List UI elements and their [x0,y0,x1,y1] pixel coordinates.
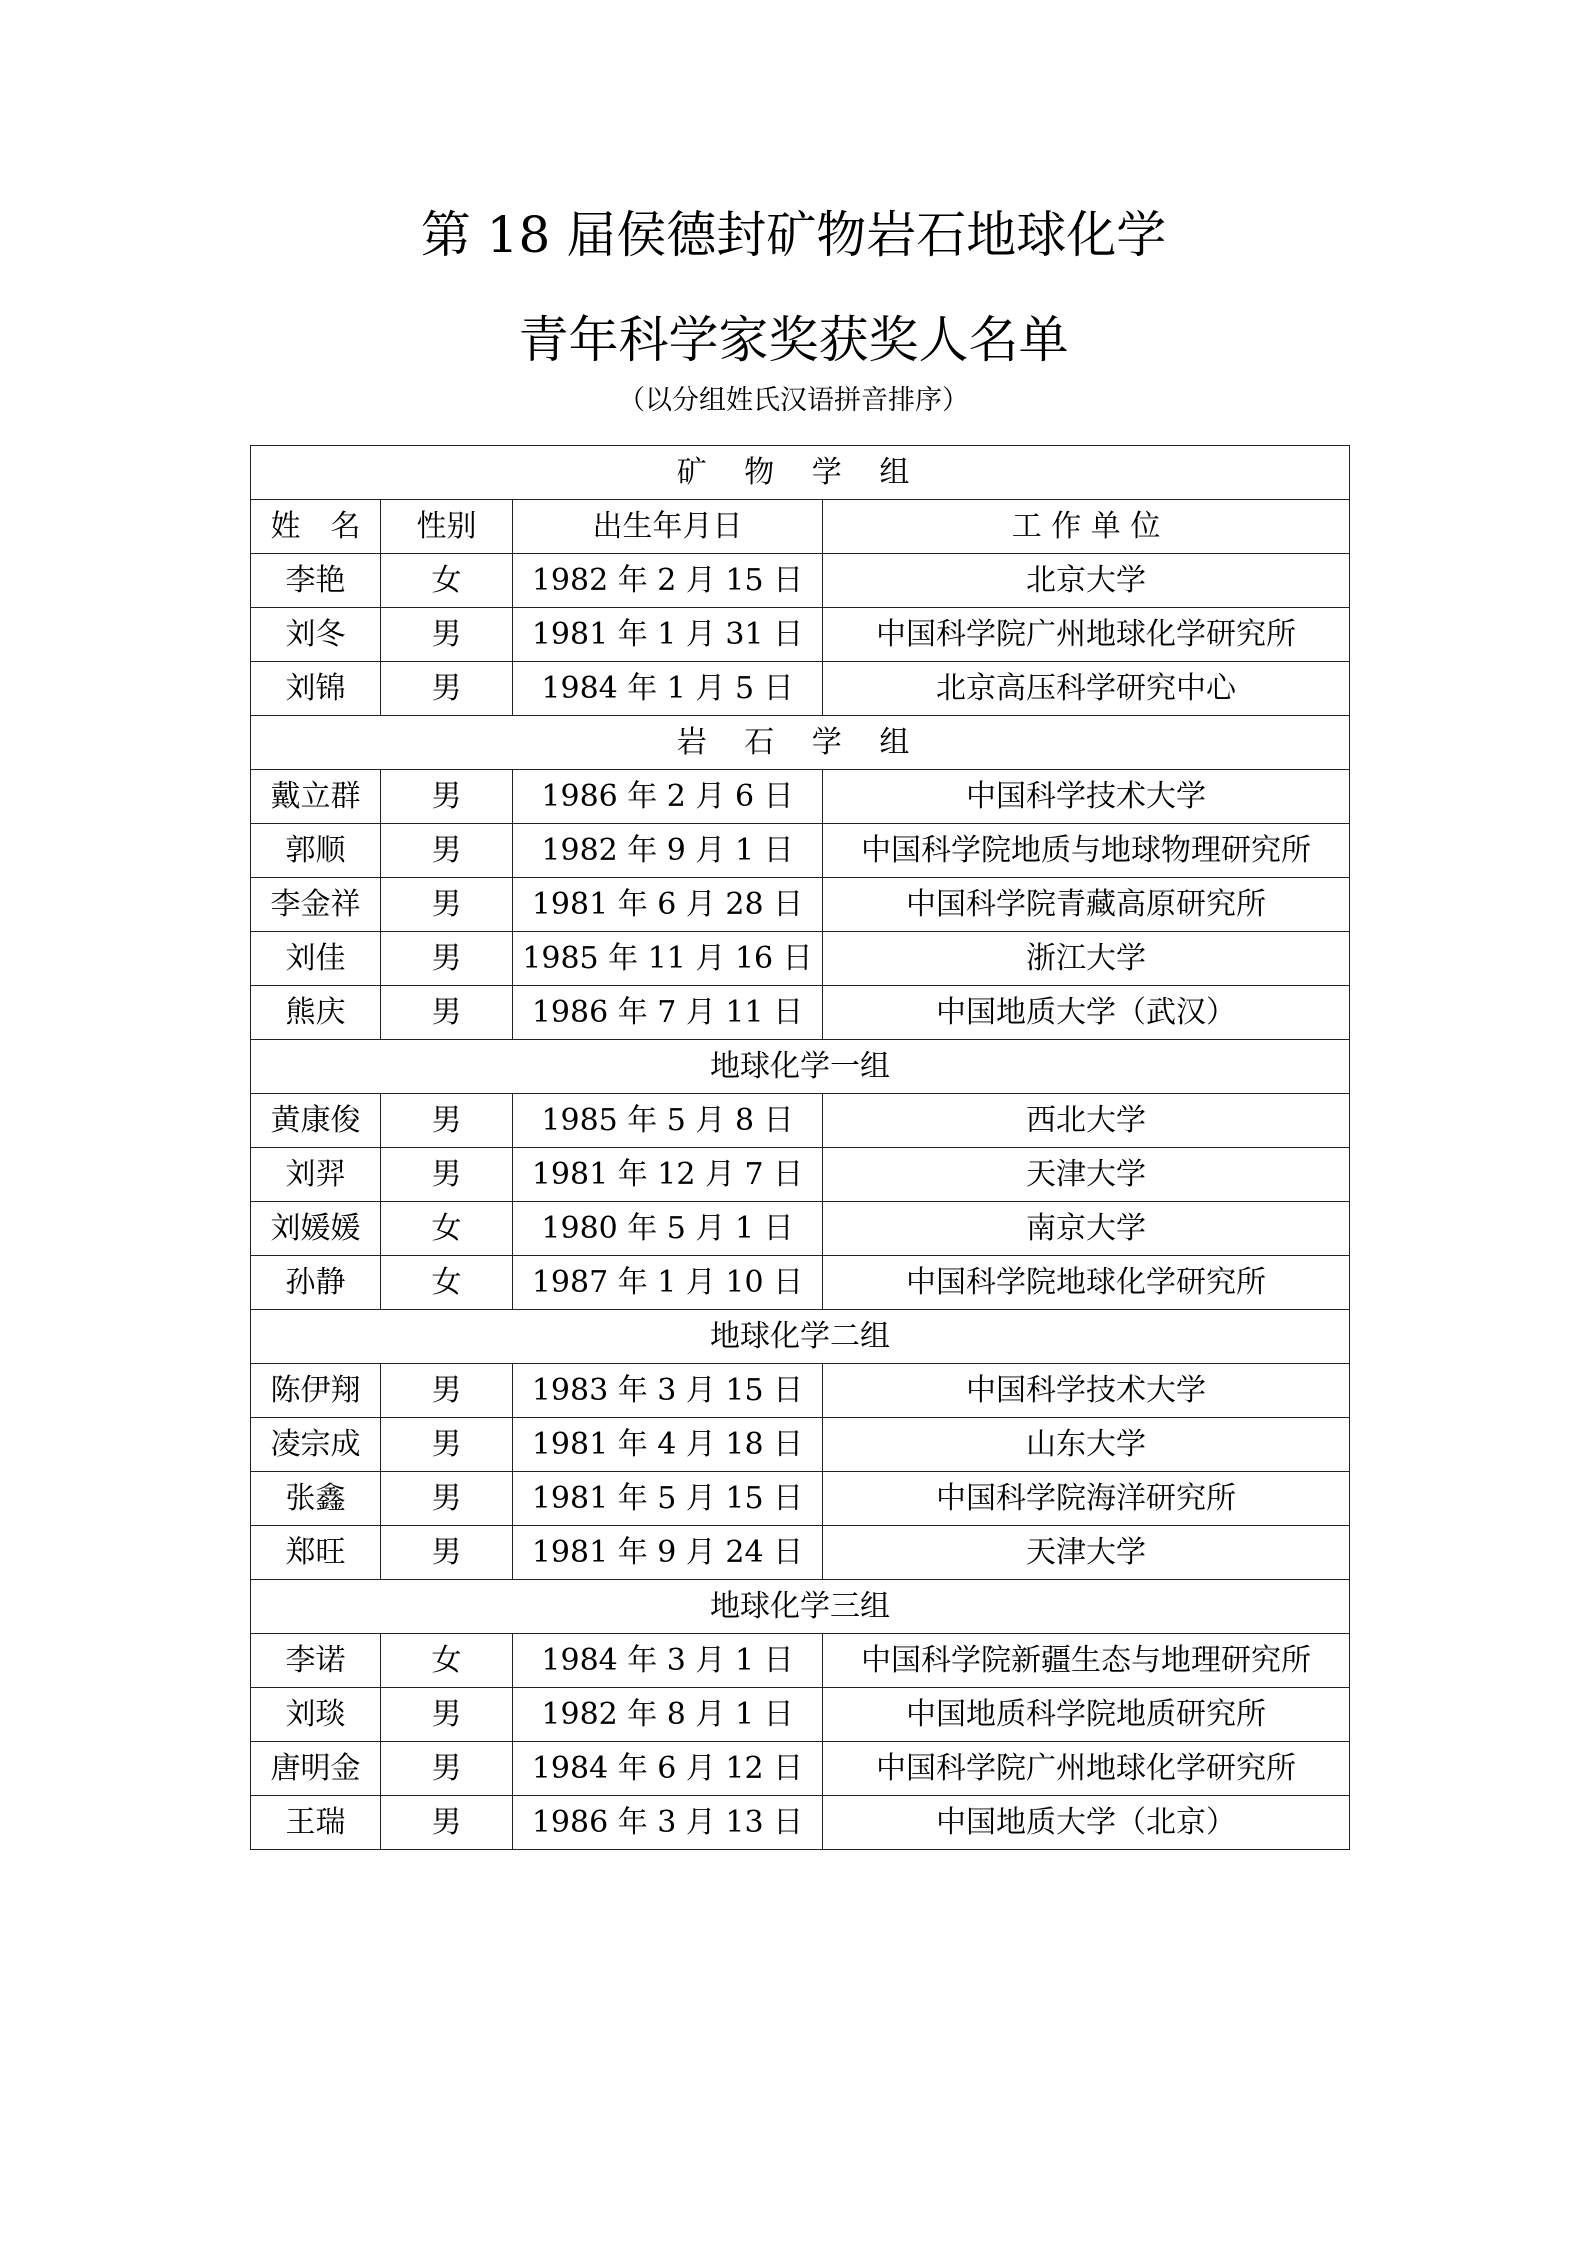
table-row [251,824,1350,878]
cell-name: 王瑞 [251,1796,381,1850]
cell-dob: 1984 年 3 月 1 日 [513,1634,823,1688]
cell-gender: 男 [381,1742,513,1796]
group-heading: 岩 石 学 组 [251,716,1350,770]
group-heading-row [251,1580,1350,1634]
cell-org: 中国地质大学（武汉） [823,986,1350,1040]
cell-gender: 女 [381,554,513,608]
table-row [251,608,1350,662]
cell-org: 中国科学院广州地球化学研究所 [823,608,1350,662]
cell-name: 戴立群 [251,770,381,824]
cell-name: 李艳 [251,554,381,608]
cell-name: 郑旺 [251,1526,381,1580]
cell-name: 李诺 [251,1634,381,1688]
cell-gender: 男 [381,1094,513,1148]
cell-dob: 1981 年 1 月 31 日 [513,608,823,662]
table-row [251,1364,1350,1418]
group-heading-row [251,1310,1350,1364]
cell-gender: 男 [381,770,513,824]
table-row [251,932,1350,986]
table-row [251,1148,1350,1202]
table-row [251,554,1350,608]
cell-dob: 1987 年 1 月 10 日 [513,1256,823,1310]
cell-name: 刘冬 [251,608,381,662]
cell-name: 黄康俊 [251,1094,381,1148]
cell-dob: 1984 年 6 月 12 日 [513,1742,823,1796]
cell-dob: 1986 年 3 月 13 日 [513,1796,823,1850]
cell-org: 中国科学技术大学 [823,770,1350,824]
table-row [251,1472,1350,1526]
cell-gender: 男 [381,1364,513,1418]
cell-gender: 女 [381,1256,513,1310]
table-row [251,1742,1350,1796]
cell-org: 天津大学 [823,1526,1350,1580]
cell-dob: 1985 年 11 月 16 日 [513,932,823,986]
cell-name: 刘锦 [251,662,381,716]
cell-org: 北京高压科学研究中心 [823,662,1350,716]
cell-name: 刘琰 [251,1688,381,1742]
table-row [251,1688,1350,1742]
cell-gender: 女 [381,1202,513,1256]
table-row [251,662,1350,716]
cell-org: 中国科学院广州地球化学研究所 [823,1742,1350,1796]
table-row [251,1202,1350,1256]
table-row [251,878,1350,932]
group-heading-row [251,446,1350,500]
header-name: 姓 名 [251,500,381,554]
cell-name: 陈伊翔 [251,1364,381,1418]
cell-org: 中国地质大学（北京） [823,1796,1350,1850]
cell-dob: 1981 年 9 月 24 日 [513,1526,823,1580]
cell-gender: 男 [381,1148,513,1202]
cell-gender: 男 [381,608,513,662]
cell-dob: 1982 年 2 月 15 日 [513,554,823,608]
cell-name: 刘媛媛 [251,1202,381,1256]
header-dob: 出生年月日 [513,500,823,554]
cell-gender: 男 [381,1688,513,1742]
cell-dob: 1983 年 3 月 15 日 [513,1364,823,1418]
cell-gender: 男 [381,878,513,932]
cell-dob: 1986 年 2 月 6 日 [513,770,823,824]
award-table-body [251,446,1350,1850]
cell-dob: 1985 年 5 月 8 日 [513,1094,823,1148]
group-heading-row [251,716,1350,770]
cell-name: 刘羿 [251,1148,381,1202]
cell-org: 浙江大学 [823,932,1350,986]
table-row [251,1634,1350,1688]
cell-name: 唐明金 [251,1742,381,1796]
table-row [251,1094,1350,1148]
group-heading: 地球化学三组 [251,1580,1350,1634]
cell-org: 西北大学 [823,1094,1350,1148]
cell-gender: 男 [381,932,513,986]
cell-dob: 1982 年 9 月 1 日 [513,824,823,878]
cell-org: 天津大学 [823,1148,1350,1202]
group-heading-row [251,1040,1350,1094]
table-header-row [251,500,1350,554]
cell-gender: 男 [381,824,513,878]
group-heading: 矿 物 学 组 [251,446,1350,500]
table-row [251,986,1350,1040]
cell-org: 中国地质科学院地质研究所 [823,1688,1350,1742]
cell-dob: 1981 年 5 月 15 日 [513,1472,823,1526]
cell-org: 中国科学院青藏高原研究所 [823,878,1350,932]
header-org: 工 作 单 位 [823,500,1350,554]
cell-dob: 1984 年 1 月 5 日 [513,662,823,716]
award-table [250,445,1350,1850]
group-heading: 地球化学一组 [251,1040,1350,1094]
cell-org: 山东大学 [823,1418,1350,1472]
document-subtitle: （以分组姓氏汉语拼音排序） [618,385,969,416]
header-gender: 性别 [381,500,513,554]
cell-dob: 1986 年 7 月 11 日 [513,986,823,1040]
table-row [251,1526,1350,1580]
cell-org: 中国科学院新疆生态与地理研究所 [823,1634,1350,1688]
group-heading: 地球化学二组 [251,1310,1350,1364]
cell-org: 北京大学 [823,554,1350,608]
cell-gender: 男 [381,1472,513,1526]
cell-org: 中国科学技术大学 [823,1364,1350,1418]
cell-org: 中国科学院海洋研究所 [823,1472,1350,1526]
cell-dob: 1980 年 5 月 1 日 [513,1202,823,1256]
document-title-line-1: 第 18 届侯德封矿物岩石地球化学 [420,206,1167,264]
cell-gender: 男 [381,1796,513,1850]
cell-name: 刘佳 [251,932,381,986]
cell-org: 南京大学 [823,1202,1350,1256]
cell-name: 熊庆 [251,986,381,1040]
cell-name: 孙静 [251,1256,381,1310]
cell-gender: 男 [381,986,513,1040]
cell-dob: 1981 年 12 月 7 日 [513,1148,823,1202]
cell-name: 张鑫 [251,1472,381,1526]
table-row [251,1418,1350,1472]
table-row [251,770,1350,824]
cell-dob: 1981 年 6 月 28 日 [513,878,823,932]
cell-gender: 男 [381,662,513,716]
cell-org: 中国科学院地球化学研究所 [823,1256,1350,1310]
cell-dob: 1981 年 4 月 18 日 [513,1418,823,1472]
cell-gender: 男 [381,1418,513,1472]
cell-gender: 女 [381,1634,513,1688]
table-row [251,1256,1350,1310]
cell-name: 凌宗成 [251,1418,381,1472]
cell-name: 郭顺 [251,824,381,878]
cell-gender: 男 [381,1526,513,1580]
cell-name: 李金祥 [251,878,381,932]
table-row [251,1796,1350,1850]
cell-dob: 1982 年 8 月 1 日 [513,1688,823,1742]
cell-org: 中国科学院地质与地球物理研究所 [823,824,1350,878]
document-title-line-2: 青年科学家奖获奖人名单 [518,311,1069,369]
